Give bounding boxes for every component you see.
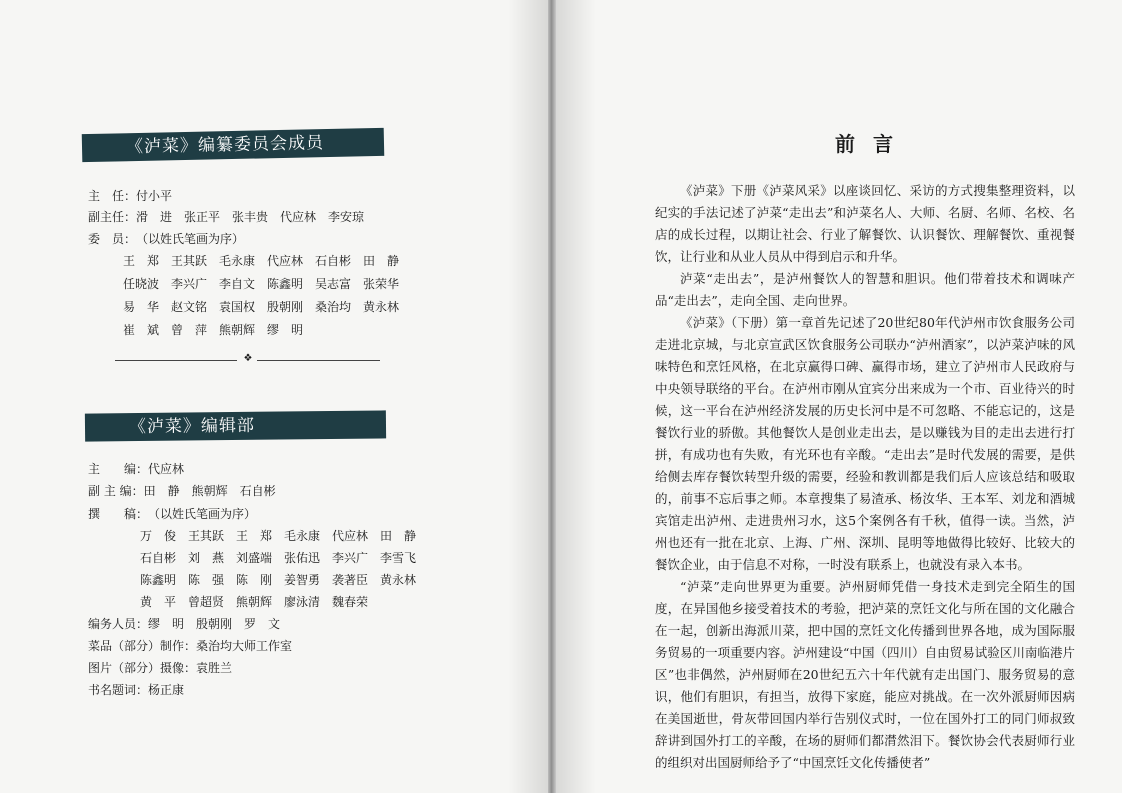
writer-name: 代应林 [332, 529, 369, 543]
writer-name: 万 俊 [140, 529, 177, 543]
editorial-banner: 《泸菜》编辑部 [85, 410, 386, 441]
preface-paragraph: 泸菜“走出去”，是泸州餐饮人的智慧和胆识。他们带着技术和调味产品“走出去”，走向全国、走向世界。 [655, 271, 1075, 308]
writer-names-row [140, 572, 428, 589]
vice-chair-label: 副主任： [88, 210, 137, 224]
dishes-row [88, 638, 292, 655]
member-name: 王 郑 [123, 254, 160, 268]
member-name: 崔 斌 [123, 323, 160, 337]
staff-label: 编务人员： [88, 617, 149, 631]
member-name: 吴志富 [315, 277, 352, 291]
member-name: 田 静 [363, 254, 400, 268]
dishes-label: 菜品（部分）制作： [88, 639, 197, 653]
member-name: 毛永康 [219, 254, 256, 268]
writer-name: 李兴广 [332, 551, 369, 565]
book-gutter [548, 0, 556, 793]
member-name: 殷朝刚 [267, 300, 304, 314]
member-names-row [123, 322, 315, 339]
writer-name: 石自彬 [140, 551, 177, 565]
chief-editor-label: 主 编： [88, 462, 149, 476]
member-name: 赵文铭 [171, 300, 208, 314]
deputy-editor-row [88, 483, 276, 500]
writer-name: 魏春荣 [332, 595, 369, 609]
deputy-editor-label: 副 主 编： [88, 484, 144, 498]
writer-name: 田 静 [380, 529, 417, 543]
member-names-row [123, 299, 411, 316]
preface-body [655, 180, 1075, 774]
writer-name: 李雪飞 [380, 551, 417, 565]
members-note: （以姓氏笔画为序） [136, 232, 245, 246]
chair-row [88, 188, 172, 205]
writers-note: （以姓氏笔画为序） [148, 507, 257, 521]
chair-label: 主 任： [88, 189, 137, 203]
photo-row [88, 660, 232, 677]
member-name: 曾 萍 [171, 323, 208, 337]
member-name: 缪 明 [267, 323, 304, 337]
writer-name: 黄 平 [140, 595, 177, 609]
writer-name: 陈 强 [188, 573, 225, 587]
staff-row [88, 616, 280, 633]
left-page [0, 0, 548, 793]
preface-paragraph: 《泸菜》下册《泸菜风采》以座谈回忆、采访的方式搜集整理资料，以纪实的手法记述了泸菜“走出去”和泸菜名人、大师、名厨、名师、名校、名店的成长过程，以期让社会、行业了解餐饮、认识餐饮、理解餐饮、重视餐饮，让行业和从业人员从中得到启示和升华。 [655, 183, 1075, 264]
writer-name: 毛永康 [284, 529, 321, 543]
chief-editor-row [88, 461, 184, 478]
member-name: 李兴广 [171, 277, 208, 291]
writer-name: 熊朝辉 [236, 595, 273, 609]
calligraphy-row [88, 682, 184, 699]
writer-names-row [140, 594, 380, 611]
writer-name: 姜智勇 [284, 573, 321, 587]
photo-label: 图片（部分）摄像： [88, 661, 197, 675]
member-name: 李自文 [219, 277, 256, 291]
preface-title: 前言 [835, 132, 911, 156]
member-names-row [123, 253, 411, 270]
member-name: 黄永林 [363, 300, 400, 314]
writers-label: 撰 稿： [88, 507, 149, 521]
member-name: 张荣华 [363, 277, 400, 291]
members-label: 委 员： [88, 232, 137, 246]
vice-chair-names: 滑 进 张正平 张丰贵 代应林 李安琼 [136, 210, 365, 224]
photo-value: 袁胜兰 [196, 661, 233, 675]
members-row [88, 231, 244, 248]
vice-chair-row [88, 209, 364, 226]
member-name: 任晓波 [123, 277, 160, 291]
writer-name: 曾超贤 [188, 595, 225, 609]
writer-name: 廖泳清 [284, 595, 321, 609]
calligraphy-value: 杨正康 [148, 683, 185, 697]
calligraphy-label: 书名题词： [88, 683, 149, 697]
preface-paragraph: 《泸菜》（下册）第一章首先记述了20世纪80年代泸州市饮食服务公司走进北京城，与北京宣武区饮食服务公司联办“泸州酒家”，以泸菜泸味的风味特色和烹饪风格，在北京赢得口碑、赢得市场，建立了泸州市人民政府与中央领导联络的平台。在泸州市刚从宜宾分出来成为一个市、百业待兴的时候，这一平台在泸州经济发展的历史长河中是不可忽略、不能忘记的，这是餐饮行业的骄傲。其他餐饮人是创业走出去，是以赚钱为目的走出去进行打拼，有成功也有失败，有光环也有辛酸。“走出去”是时代发展的需要，是供给侧去库存餐饮转型升级的需要，经验和教训都是我们后人应该总结和吸取的，前事不忘后事之师。本章搜集了易渣承、杨汝华、王本军、刘龙和酒城宾馆走出泸州、走进贵州习水，这5个案例各有千秋，值得一读。当然，泸州也还有一批在北京、上海、广州、深圳、昆明等地做得比较好、比较大的餐饮企业，由于信息不对称，一时没有联系上，也就没有录入本书。 [655, 315, 1075, 572]
member-names-row [123, 276, 411, 293]
writers-row [88, 506, 256, 523]
member-name: 桑治均 [315, 300, 352, 314]
ornamental-divider: ❖ [115, 357, 380, 365]
committee-banner: 《泸菜》编纂委员会成员 [82, 128, 385, 162]
member-name: 易 华 [123, 300, 160, 314]
chief-editor-name: 代应林 [148, 462, 185, 476]
writer-name: 王 郑 [236, 529, 273, 543]
writer-name: 王其跃 [188, 529, 225, 543]
member-name: 王其跃 [171, 254, 208, 268]
writer-name: 张佑迅 [284, 551, 321, 565]
staff-names: 缪 明 殷朝刚 罗 文 [148, 617, 281, 631]
member-name: 袁国权 [219, 300, 256, 314]
preface-paragraph: “泸菜”走向世界更为重要。泸州厨师凭借一身技术走到完全陌生的国度，在异国他乡接受着技术的考验，把泸菜的烹饪文化与所在国的文化融合在一起，创新出海派川菜，把中国的烹饪文化传播到世界各地，成为国际服务贸易的一项重要内容。泸州建设“中国（四川）自由贸易试验区川南临港片区”也非偶然，泸州厨师在20世纪五六十年代就有走出国门、服务贸易的意识，他们有胆识，有担当，放得下家庭，能应对挑战。在一次外派厨师因病在美国逝世，骨灰带回国内举行告别仪式时，一位在国外打工的同门师叔致辞讲到国外打工的辛酸，在场的厨师们都潸然泪下。餐饮协会代表厨师行业的组织对出国厨师给予了“中国烹饪文化传播使者” [655, 579, 1075, 770]
member-name: 代应林 [267, 254, 304, 268]
writer-names-row [140, 528, 428, 545]
member-name: 熊朝辉 [219, 323, 256, 337]
writer-name: 陈 刚 [236, 573, 273, 587]
writer-name: 刘盛端 [236, 551, 273, 565]
member-name: 石自彬 [315, 254, 352, 268]
writer-name: 袭著臣 [332, 573, 369, 587]
writer-name: 黄永林 [380, 573, 417, 587]
dishes-value: 桑治均大师工作室 [196, 639, 293, 653]
writer-names-row [140, 550, 428, 567]
member-name: 陈鑫明 [267, 277, 304, 291]
deputy-editor-names: 田 静 熊朝辉 石自彬 [143, 484, 276, 498]
writer-name: 陈鑫明 [140, 573, 177, 587]
chair-name: 付小平 [136, 189, 173, 203]
writer-name: 刘 燕 [188, 551, 225, 565]
